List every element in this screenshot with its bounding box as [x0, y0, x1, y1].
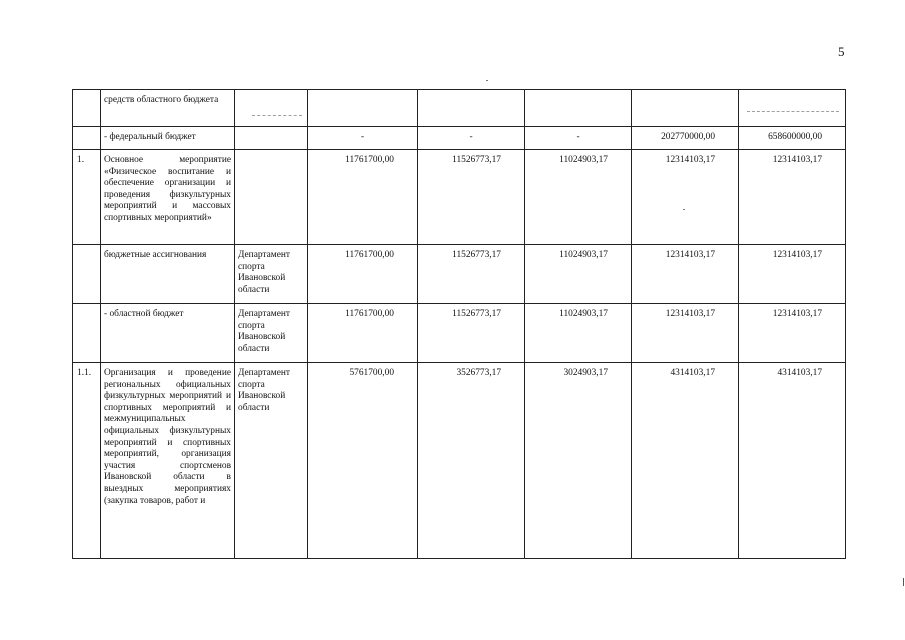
row-number: 1.1. [73, 363, 101, 559]
value-cell: 12314103,17 [632, 304, 739, 363]
row-number [73, 304, 101, 363]
row-executor: Департамент спорта Ивановской области [235, 363, 308, 559]
scan-edge-mark [903, 578, 904, 586]
row-executor: Департамент спорта Ивановской области [235, 245, 308, 304]
row-name: - федеральный бюджет [101, 127, 235, 150]
value-cell: 5761700,00 [308, 363, 418, 559]
scan-line [252, 115, 302, 117]
value-cell: 11526773,17 [418, 304, 525, 363]
value-cell: 3526773,17 [418, 363, 525, 559]
value-cell: 12314103,17 [739, 245, 846, 304]
row-number [73, 245, 101, 304]
value-cell [418, 90, 525, 127]
value-cell [739, 90, 846, 127]
value-cell: 11761700,00 [308, 245, 418, 304]
row-executor [235, 150, 308, 245]
table-row [73, 363, 846, 559]
table-row [73, 304, 846, 363]
row-executor [235, 90, 308, 127]
table-row [73, 90, 846, 127]
page-number: 5 [838, 44, 845, 59]
value-cell [632, 90, 739, 127]
value-cell: - [308, 127, 418, 150]
value-cell [308, 90, 418, 127]
table-row [73, 245, 846, 304]
table-row [73, 127, 846, 150]
scan-speck [486, 80, 488, 81]
row-number: 1. [73, 150, 101, 245]
value-cell: 11761700,00 [308, 150, 418, 245]
value-cell: - [525, 127, 632, 150]
value-cell: 11024903,17 [525, 245, 632, 304]
value-cell: 4314103,17 [632, 363, 739, 559]
value-cell: - [418, 127, 525, 150]
row-name: - областной бюджет [101, 304, 235, 363]
scan-line [747, 111, 839, 113]
value-cell [525, 90, 632, 127]
value-cell: 3024903,17 [525, 363, 632, 559]
value-cell: 12314103,17 [632, 150, 739, 245]
value-cell: 12314103,17 [739, 304, 846, 363]
value-cell: 11761700,00 [308, 304, 418, 363]
row-executor: Департамент спорта Ивановской области [235, 304, 308, 363]
value-cell: 11024903,17 [525, 304, 632, 363]
row-name: Организация и проведение региональных официальных физкультурных мероприятий и спортивных мероприятий и межмуниципальных официальных физкультурных мероприятий и спортивных мероприятий, организация участия спортсменов Ивановской области в выездных мероприятиях (закупка товаров, работ и [101, 363, 235, 559]
value-cell: 658600000,00 [739, 127, 846, 150]
budget-table [72, 89, 846, 559]
value-cell: 4314103,17 [739, 363, 846, 559]
value-cell: 202770000,00 [632, 127, 739, 150]
row-name: Основное мероприятие «Физическое воспитание и обеспечение организации и проведения физкультурных мероприятий и массовых спортивных мероприятий» [101, 150, 235, 245]
value-cell: 11526773,17 [418, 245, 525, 304]
row-number [73, 127, 101, 150]
value-cell: 12314103,17 [739, 150, 846, 245]
row-executor [235, 127, 308, 150]
value-cell: 11526773,17 [418, 150, 525, 245]
value-cell: 11024903,17 [525, 150, 632, 245]
row-name: бюджетные ассигнования [101, 245, 235, 304]
row-number [73, 90, 101, 127]
row-name: средств областного бюджета [101, 90, 235, 127]
table-row [73, 150, 846, 245]
value-cell: 12314103,17 [632, 245, 739, 304]
